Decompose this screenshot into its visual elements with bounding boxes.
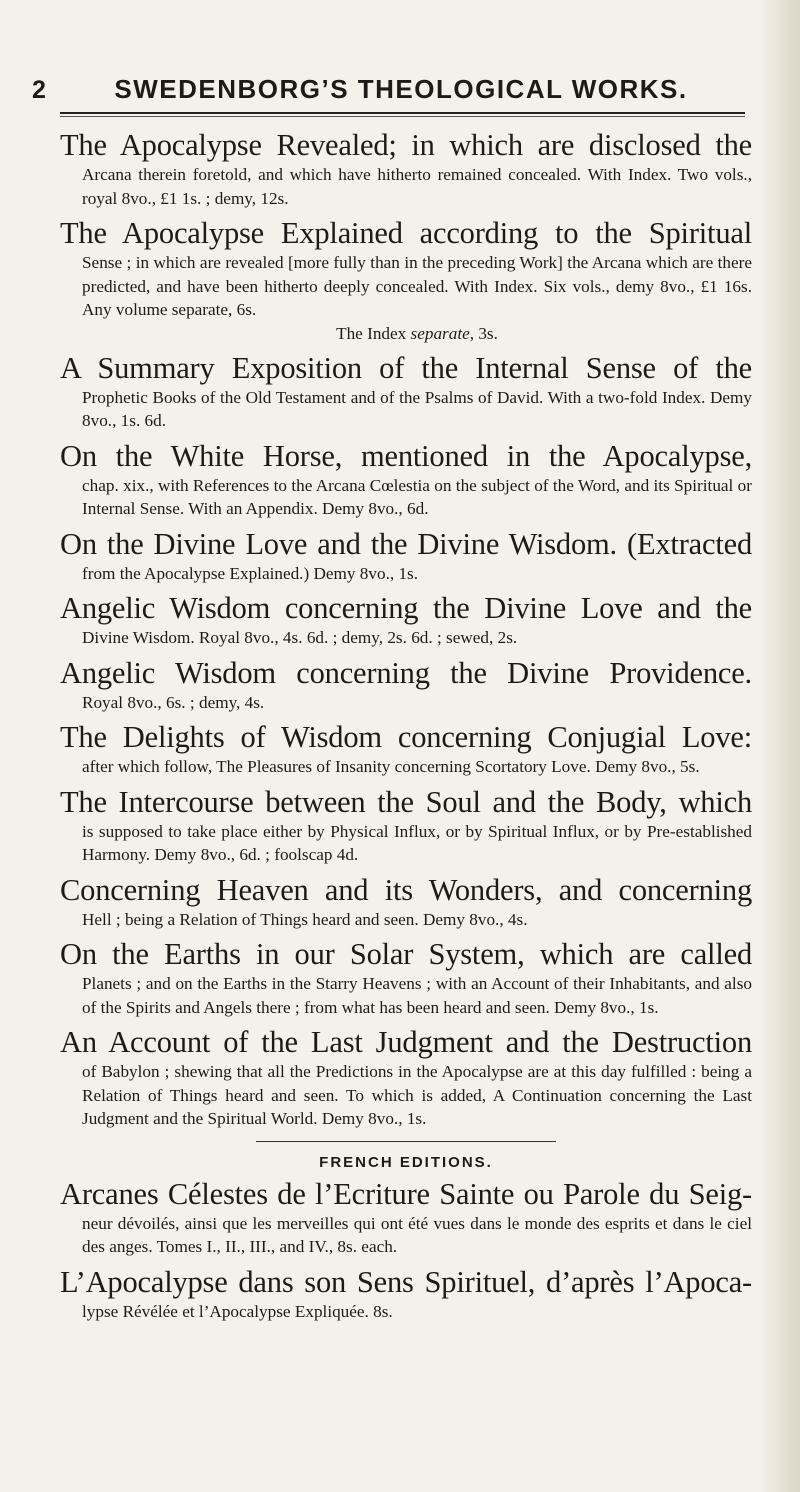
entry-description: chap. xix., with References to the Arcana Cœlestia on the subject of the Word, and its Spiritual or Internal Sense. With an Appendix. Demy 8vo., 6d. <box>82 475 752 518</box>
entry-title: Arcanes Célestes de l’Ecriture Sainte ou Parole du Seig- <box>60 1176 752 1211</box>
catalogue-entry <box>60 937 752 1019</box>
catalogue-entry <box>60 351 752 433</box>
catalogue-content <box>60 128 752 1329</box>
catalogue-entry <box>60 873 752 932</box>
entry-description: Arcana therein foretold, and which have hitherto remained concealed. With Index. Two vols., royal 8vo., £1 1s. ; demy, 12s. <box>82 165 752 208</box>
running-head <box>32 74 730 105</box>
catalogue-entry <box>60 527 752 586</box>
catalogue-entry <box>60 1025 752 1131</box>
catalogue-entry <box>60 656 752 715</box>
entry-description: Hell ; being a Relation of Things heard and seen. Demy 8vo., 4s. <box>82 909 528 929</box>
entry-description: Royal 8vo., 6s. ; demy, 4s. <box>82 692 265 712</box>
french-editions-heading: FRENCH EDITIONS. <box>319 1153 493 1171</box>
entry-title: The Apocalypse Explained according to the Spiritual <box>60 216 752 250</box>
catalogue-entry <box>60 216 752 345</box>
header-rule-thin <box>60 116 745 117</box>
entry-title: The Apocalypse Revealed; in which are disclosed the <box>60 128 752 162</box>
entry-title: Angelic Wisdom concerning the Divine Providence. <box>60 655 752 690</box>
entry-title: On the White Horse, mentioned in the Apocalypse, <box>60 438 752 473</box>
entry-title: Concerning Heaven and its Wonders, and concerning <box>60 872 752 907</box>
entry-index-note <box>60 322 752 345</box>
entry-title: Angelic Wisdom concerning the Divine Love and the <box>60 591 752 625</box>
page-number: 2 <box>32 76 46 104</box>
entry-description: after which follow, The Pleasures of Insanity concerning Scortatory Love. Demy 8vo., 5s. <box>82 757 700 776</box>
entry-title: On the Divine Love and the Divine Wisdom. (Extracted <box>60 526 752 561</box>
index-note-italic: separate <box>410 323 470 343</box>
catalogue-entry <box>60 128 752 210</box>
index-note-price: , 3s. <box>469 323 498 343</box>
index-note-title: The Index <box>336 323 407 343</box>
entry-description: Divine Wisdom. Royal 8vo., 4s. 6d. ; demy, 2s. 6d. ; sewed, 2s. <box>82 628 518 647</box>
header-title: SWEDENBORG’S THEOLOGICAL WORKS. <box>114 74 688 104</box>
entry-description: Sense ; in which are revealed [more fully than in the preceding Work] the Arcana which are there predicted, and have been hitherto deeply concealed. With Index. Six vols., demy 8vo., £1 16s. Any volume separate, 6s. <box>82 253 752 319</box>
section-divider <box>256 1141 556 1142</box>
entry-description: Planets ; and on the Earths in the Starry Heavens ; with an Account of their Inhabitants, and also of the Spirits and Angels there ; from what has been heard and seen. Demy 8vo., 1s. <box>82 974 752 1017</box>
entry-title: A Summary Exposition of the Internal Sense of the <box>60 350 752 385</box>
entry-title: An Account of the Last Judgment and the Destruction <box>60 1025 752 1059</box>
entry-title: The Intercourse between the Soul and the Body, which <box>60 784 752 819</box>
entry-description: lypse Révélée et l’Apocalypse Expliquée. 8s. <box>82 1301 393 1321</box>
catalogue-entry <box>60 720 752 779</box>
catalogue-entry <box>60 439 752 521</box>
entry-description: is supposed to take place either by Physical Influx, or by Spiritual Influx, or by Pre-established Harmony. Demy 8vo., 6d. ; foolscap 4d. <box>82 821 752 864</box>
entry-title: L’Apocalypse dans son Sens Spirituel, d’après l’Apoca- <box>60 1264 752 1299</box>
header-rule <box>60 112 745 114</box>
entry-title: On the Earths in our Solar System, which are called <box>60 937 752 971</box>
entry-description: Prophetic Books of the Old Testament and of the Psalms of David. With a two-fold Index. Demy 8vo., 1s. 6d. <box>82 387 752 430</box>
entry-description: from the Apocalypse Explained.) Demy 8vo., 1s. <box>82 563 419 583</box>
entry-title: The Delights of Wisdom concerning Conjugial Love: <box>60 720 752 754</box>
entry-description: neur dévoilés, ainsi que les merveilles qui ont été vues dans le monde des esprits et dans le ciel des anges. Tomes I., II., III., and IV., 8s. each. <box>82 1213 752 1256</box>
catalogue-entry-french <box>60 1177 752 1259</box>
catalogue-entry <box>60 785 752 867</box>
catalogue-entry-french <box>60 1265 752 1324</box>
page-edge-shadow <box>760 0 800 1492</box>
catalogue-entry <box>60 591 752 650</box>
entry-description: of Babylon ; shewing that all the Predictions in the Apocalypse are at this day fulfilled : being a Relation of Things heard and seen. To which is added, A Continuation concerning the Last Judgment and the Spiritual World. Demy 8vo., 1s. <box>82 1062 752 1128</box>
